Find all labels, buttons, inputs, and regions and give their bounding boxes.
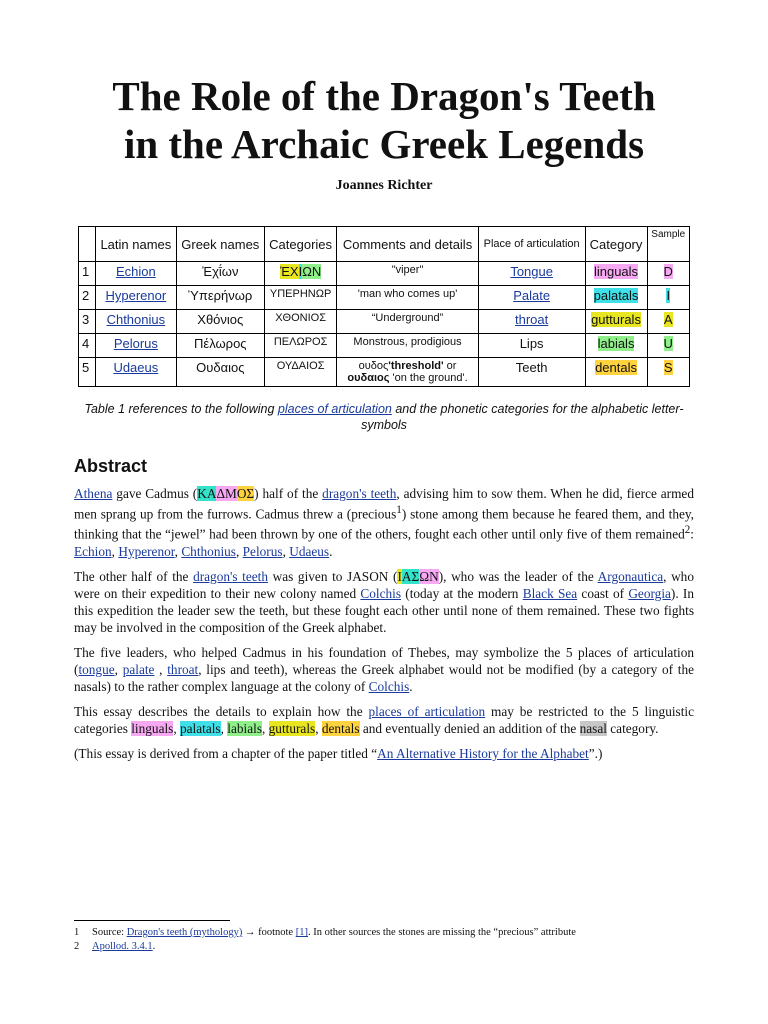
sample [647, 262, 690, 286]
echion-link[interactable]: Echion [74, 543, 112, 559]
apollod-link[interactable]: Apollod. 3.4.1 [92, 941, 153, 952]
georgia-link[interactable]: Georgia [628, 585, 671, 601]
paragraph-1: Athena gave Cadmus (ΚΑΔΜΟΣ) half of the dragon's teeth, advising him to sow them. When he did, fierce armed men sprang up from the furrows. Cadmus threw a (precious$^1$) stone among them because he feared them, and they, thinking that the “jewel” had been thrown by one of the others, fought each other until only five of them remained$^2$: Echion, Hyperenor, Chthonius, Pelorus, Udaeus. [74, 486, 694, 559]
header-latin: Latin names [96, 227, 177, 262]
tongue-link[interactable]: tongue [78, 661, 115, 677]
paper-title [0, 72, 768, 168]
table-row [79, 286, 690, 310]
paragraph-4: This essay describes the details to explain how the places of articulation may be restricted to the 5 linguistic categories linguals, palatals, labials, gutturals, dentals and eventually denied an addition of the nasal category. [74, 703, 694, 736]
footnote-ref-link[interactable]: [1] [295, 927, 308, 938]
dragons-teeth-link[interactable]: dragon's teeth [322, 486, 397, 501]
latin-name [96, 310, 177, 334]
row-number: 5 [79, 358, 96, 387]
letters-palatals: Ι [298, 264, 303, 279]
latin-name-link[interactable]: Pelorus [113, 336, 158, 351]
footnote-1: 1 Source: Dragon's teeth (mythology) → footnote [1]. In other sources the stones are missing the “precious” attribute [74, 927, 576, 938]
throat-link[interactable]: throat [167, 661, 199, 677]
category-badge: palatals [593, 288, 639, 303]
latin-name-link[interactable]: Chthonius [106, 312, 166, 327]
dragons-teeth-link[interactable]: dragon's teeth [193, 568, 269, 584]
category-letters: ΟΥΔΑΙΟΣ [264, 358, 336, 387]
category-badge: labials [597, 336, 635, 351]
category [585, 358, 647, 387]
table-header-row [79, 227, 690, 262]
category-letters: ΥΠΕΡΗΝΩΡ [264, 286, 336, 310]
category [585, 310, 647, 334]
articulation-table [78, 226, 690, 387]
footnotes [74, 926, 714, 954]
latin-name [96, 358, 177, 387]
place [478, 286, 585, 310]
latin-name-link[interactable]: Udaeus [113, 360, 159, 375]
place-link[interactable]: Tongue [510, 264, 553, 279]
sample-letter: U [663, 336, 673, 351]
alternative-history-link[interactable]: An Alternative History for the Alphabet [377, 745, 589, 761]
category [585, 286, 647, 310]
sample [647, 286, 690, 310]
category-badge: linguals [593, 264, 639, 279]
title-line-1: The Role of the Dragon's Teeth [112, 73, 656, 119]
letters-labials: ΩΝ [302, 264, 322, 279]
colchis-link[interactable]: Colchis [360, 585, 402, 601]
colchis-link[interactable]: Colchis [368, 678, 410, 694]
author-name: Joannes Richter [335, 178, 433, 193]
pelorus-link[interactable]: Pelorus [242, 543, 283, 559]
greek-name: Ουδαιος [176, 358, 264, 387]
linguals-highlight: linguals [131, 720, 174, 736]
row-number: 3 [79, 310, 96, 334]
palate-link[interactable]: palate [122, 661, 155, 677]
dentals-highlight: dentals [321, 720, 360, 736]
category-badge: dentals [595, 360, 637, 375]
sample [647, 334, 690, 358]
place [478, 310, 585, 334]
place [478, 262, 585, 286]
footnote-2: 2 Apollod. 3.4.1. [74, 941, 156, 952]
place: Lips [478, 334, 585, 358]
footnote-ref-1[interactable]: 1 [396, 504, 402, 516]
table-row [79, 310, 690, 334]
nasal-highlight: nasal [579, 720, 607, 736]
category-letters: ΠΕΛΩΡΟΣ [264, 334, 336, 358]
letters-gutturals: ἘΧ [279, 264, 299, 279]
hyperenor-link[interactable]: Hyperenor [118, 543, 175, 559]
category-letters [264, 262, 336, 286]
table-caption: Table 1 references to the following places of articulation and the phonetic categories for the alphabetic letter-symbols [84, 402, 684, 432]
udaeus-link[interactable]: Udaeus [289, 543, 330, 559]
labials-highlight: labials [227, 720, 262, 736]
latin-name-link[interactable]: Hyperenor [105, 288, 167, 303]
abstract-body [74, 485, 694, 770]
sample-letter: S [663, 360, 673, 375]
category-letters: ΧΘΟΝΙΟΣ [264, 310, 336, 334]
places-of-articulation-link[interactable]: places of articulation [368, 703, 486, 719]
row-number: 1 [79, 262, 96, 286]
place: Teeth [478, 358, 585, 387]
footnote-separator [74, 920, 230, 921]
sample-letter: I [666, 288, 671, 303]
latin-name [96, 262, 177, 286]
argonautica-link[interactable]: Argonautica [597, 568, 664, 584]
comment: 'man who comes up' [337, 286, 478, 310]
paragraph-2: The other half of the dragon's teeth was given to JASON (ΙΑΣΩΝ), who was the leader of the Argonautica, who were on their expedition to their new colony named Colchis (today at the modern Black Sea coast of Georgia). In this expedition the leader sew the teeth, but these fought each other until none of them remained. These two fights may be involved in the composition of the Greek alphabet. [74, 568, 694, 635]
table-row [79, 358, 690, 387]
gutturals-highlight: gutturals [268, 720, 316, 736]
header-num [79, 227, 96, 262]
greek-name: Χθόνιος [176, 310, 264, 334]
greek-name: Ἐχῑ́ων [176, 262, 264, 286]
header-categories: Categories [264, 227, 336, 262]
sample [647, 310, 690, 334]
paragraph-5: (This essay is derived from a chapter of the paper titled “An Alternative History for the Alphabet”.) [74, 745, 603, 761]
table-row [79, 262, 690, 286]
sample-letter: A [663, 312, 673, 327]
palatals-highlight: palatals [180, 720, 221, 736]
header-category: Category [585, 227, 647, 262]
row-number: 4 [79, 334, 96, 358]
category-badge: gutturals [591, 312, 641, 327]
header-sample: Sample [647, 227, 690, 262]
footnote-source-link[interactable]: Dragon's teeth (mythology) [126, 927, 243, 938]
header-greek: Greek names [176, 227, 264, 262]
latin-name [96, 334, 177, 358]
comment: ουδος'threshold' or ουδαιος 'on the ground'. [337, 358, 478, 387]
chthonius-link[interactable]: Chthonius [181, 543, 236, 559]
header-comments: Comments and details [337, 227, 478, 262]
greek-name: Ὑπερήνωρ [176, 286, 264, 310]
sample [647, 358, 690, 387]
latin-name-link[interactable]: Echion [115, 264, 156, 279]
comment: “Underground” [337, 310, 478, 334]
footnote-ref-2[interactable]: 2 [684, 524, 691, 537]
title-line-2: in the Archaic Greek Legends [123, 121, 645, 167]
paragraph-3: The five leaders, who helped Cadmus in his foundation of Thebes, may symbolize the 5 places of articulation (tongue, palate , throat, lips and teeth), whereas the Greek alphabet would not be modified (by a category of the nasals) to the rather complex language at the colony of Colchis. [74, 644, 694, 694]
abstract-heading: Abstract [74, 456, 148, 476]
comment: "viper" [337, 262, 478, 286]
comment: Monstrous, prodigious [337, 334, 478, 358]
category [585, 262, 647, 286]
caption-link[interactable]: places of articulation [277, 402, 392, 416]
place-link[interactable]: Palate [513, 288, 551, 303]
row-number: 2 [79, 286, 96, 310]
athena-link[interactable]: Athena [74, 486, 113, 501]
sample-letter: D [663, 264, 673, 279]
table-row [79, 334, 690, 358]
category [585, 334, 647, 358]
header-place: Place of articulation [478, 227, 585, 262]
greek-name: Πέλωρος [176, 334, 264, 358]
black-sea-link[interactable]: Black Sea [522, 585, 578, 601]
place-link[interactable]: throat [515, 312, 549, 327]
latin-name [96, 286, 177, 310]
